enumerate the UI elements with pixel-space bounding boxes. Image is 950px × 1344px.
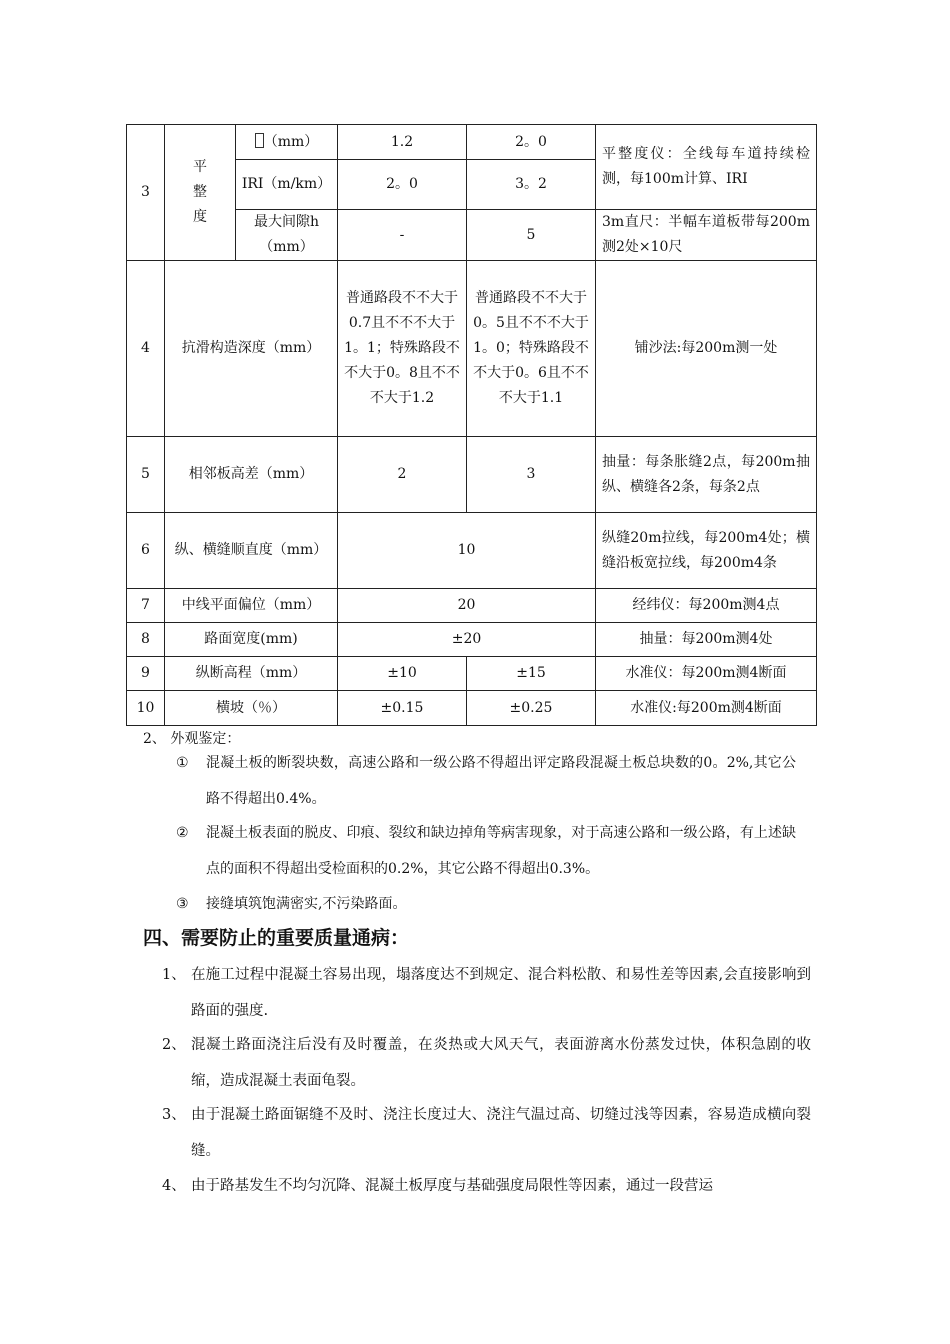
list-item: [176, 745, 826, 817]
list-item: [162, 1168, 812, 1204]
list-marker: ①: [176, 755, 189, 771]
check-method: 铺沙法:每200m测一处: [596, 261, 817, 437]
value-other: 3: [467, 437, 596, 513]
table-row: [127, 261, 817, 437]
quality-spec-table: [126, 124, 817, 726]
list-item: [162, 1027, 812, 1099]
list-marker: 2、: [162, 1037, 186, 1053]
check-method: 平整度仪：全线每车道持续检测，每100m计算、IRI: [596, 125, 817, 210]
section-heading: 四、需要防止的重要质量通病：: [143, 927, 410, 949]
list-item: [162, 1097, 812, 1169]
list-marker: ③: [176, 896, 189, 912]
sub-item: IRI（m/km）: [236, 160, 338, 210]
value-highway: 2: [338, 437, 467, 513]
list-marker: 3、: [162, 1107, 186, 1123]
row-number: 6: [127, 513, 165, 589]
item-name: 抗滑构造深度（mm）: [165, 261, 338, 437]
value-other: ±15: [467, 657, 596, 691]
item-name: 平整度: [165, 125, 236, 261]
value-merged: 10: [338, 513, 596, 589]
value-other: 5: [467, 210, 596, 261]
check-method: 水准仪：每200m测4断面: [596, 657, 817, 691]
value-merged: 20: [338, 589, 596, 623]
check-method: 纵缝20m拉线，每200m4处；横缝沿板宽拉线，每200m4条: [596, 513, 817, 589]
item-name: 纵、横缝顺直度（mm）: [165, 513, 338, 589]
item-name: 横坡（％）: [165, 691, 338, 726]
value-other: 3。2: [467, 160, 596, 210]
value-highway: ±10: [338, 657, 467, 691]
row-number: 7: [127, 589, 165, 623]
list-text: 混凝土板的断裂块数，高速公路和一级公路不得超出评定路段混凝土板总块数的0。2%,其它公路不得超出0.4%。: [206, 755, 796, 807]
table-row: [127, 437, 817, 513]
value-highway: 1.2: [338, 125, 467, 160]
list-marker: 1、: [162, 967, 186, 983]
sub-item: （mm）: [236, 125, 338, 160]
value-other: ±0.25: [467, 691, 596, 726]
list-text: 混凝土路面浇注后没有及时覆盖，在炎热或大风天气，表面游离水份蒸发过快，体积急剧的收缩，造成混凝土表面龟裂。: [191, 1037, 811, 1089]
item-name: 中线平面偏位（mm）: [165, 589, 338, 623]
check-method: 3m直尺：半幅车道板带每200m测2处×10尺: [596, 210, 817, 261]
appearance-title: 2、 外观鉴定：: [143, 731, 241, 747]
row-number: 4: [127, 261, 165, 437]
table-row: [127, 513, 817, 589]
row-number: 5: [127, 437, 165, 513]
value-highway: 2。0: [338, 160, 467, 210]
list-item: [176, 815, 826, 887]
list-marker: ②: [176, 825, 189, 841]
list-item: [162, 957, 812, 1029]
list-text: 由于混凝土路面锯缝不及时、浇注长度过大、浇注气温过高、切缝过浅等因素，容易造成横向裂缝。: [191, 1107, 811, 1159]
sub-item: 最大间隙h（mm）: [236, 210, 338, 261]
table-row: [127, 691, 817, 726]
list-text: 在施工过程中混凝土容易出现，塌落度达不到规定、混合料松散、和易性差等因素,会直接影响到路面的强度.: [191, 967, 811, 1019]
value-highway: 普通路段不不大于0.7且不不不大于1。1；特殊路段不不大于0。8且不不不大于1.2: [338, 261, 467, 437]
item-name: 纵断高程（mm）: [165, 657, 338, 691]
list-text: 由于路基发生不均匀沉降、混凝土板厚度与基础强度局限性等因素，通过一段营运: [191, 1178, 713, 1194]
value-other: 普通路段不不大于0。5且不不不大于1。0；特殊路段不不大于0。6且不不不大于1.1: [467, 261, 596, 437]
row-number: 3: [127, 125, 165, 261]
check-method: 经纬仪：每200m测4点: [596, 589, 817, 623]
row-number: 8: [127, 623, 165, 657]
value-other: 2。0: [467, 125, 596, 160]
check-method: 水准仪:每200m测4断面: [596, 691, 817, 726]
missing-glyph-icon: [255, 133, 264, 148]
row-number: 9: [127, 657, 165, 691]
item-name: 路面宽度(mm): [165, 623, 338, 657]
check-method: 抽量：每条胀缝2点，每200m抽纵、横缝各2条，每条2点: [596, 437, 817, 513]
list-item: [176, 886, 826, 922]
list-marker: 4、: [162, 1178, 186, 1194]
check-method: 抽量：每200m测4处: [596, 623, 817, 657]
row-number: 10: [127, 691, 165, 726]
list-text: 混凝土板表面的脱皮、印痕、裂纹和缺边掉角等病害现象，对于高速公路和一级公路，有上述缺点的面积不得超出受检面积的0.2%，其它公路不得超出0.3%。: [206, 825, 796, 877]
value-highway: -: [338, 210, 467, 261]
table-row: [127, 589, 817, 623]
list-text: 接缝填筑饱满密实,不污染路面。: [206, 896, 407, 912]
value-merged: ±20: [338, 623, 596, 657]
item-name: 相邻板高差（mm）: [165, 437, 338, 513]
table-row: [127, 623, 817, 657]
value-highway: ±0.15: [338, 691, 467, 726]
table-row: [127, 657, 817, 691]
table-row: [127, 125, 817, 160]
